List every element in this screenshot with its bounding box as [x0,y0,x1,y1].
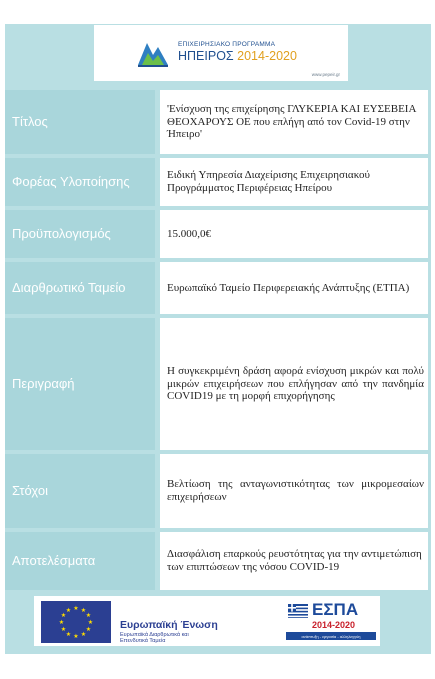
greek-flag-icon [288,604,308,618]
espa-years: 2014-2020 [312,620,356,630]
funding-footer [34,596,380,646]
row-budget [5,210,431,258]
row-value: Ειδική Υπηρεσία Διαχείρισης Επιχειρησιακού Προγράμματος Περιφέρειας Ηπείρου [160,158,428,206]
row-label: Στόχοι [5,454,155,528]
row-title [5,90,431,154]
programme-region [178,49,297,63]
svg-text:★: ★ [60,612,67,619]
row-label: Φορέας Υλοποίησης [5,158,155,206]
row-value: Η συγκεκριμένη δράση αφορά ενίσχυση μικρών και πολύ μικρών επιχειρήσεων που επλήγησαν από την πανδημία COVID19 με τη μορφή επιχορήγησης [160,318,428,450]
svg-text:★: ★ [80,631,87,638]
row-value: Διασφάλιση επαρκούς ρευστότητας για την αντιμετώπιση των επιπτώσεων της νόσου COVID-19 [160,532,428,590]
row-value: 'Ενίσχυση της επιχείρησης ΓΛΥΚΕΡΙΑ ΚΑΙ ΕΥΣΕΒΕΙΑ ΘΕΟΧΑΡΟΥΣ ΟΕ που επλήγη από τον Covid-19 στην Ήπειρο' [160,90,428,154]
programme-banner [94,25,348,81]
svg-text:★: ★ [85,612,92,619]
svg-text:★: ★ [65,631,72,638]
row-results [5,532,431,590]
row-objectives [5,454,431,528]
eu-flag-icon [41,601,111,643]
svg-text:★: ★ [87,619,94,626]
espa-word: ΕΣΠΑ [312,600,359,619]
row-description [5,318,431,450]
svg-text:★: ★ [65,607,72,614]
svg-text:★: ★ [73,605,79,612]
row-value: Ευρωπαϊκό Ταμείο Περιφερειακής Ανάπτυξης (ΕΤΠΑ) [160,262,428,314]
epirus-programme-logo-icon [136,35,170,69]
row-label: Προϋπολογισμός [5,210,155,258]
programme-website: www.pepeir.gr [311,72,340,77]
svg-text:★: ★ [80,607,87,614]
row-label: Περιγραφή [5,318,155,450]
row-label: Διαρθρωτικό Ταμείο [5,262,155,314]
svg-text:★: ★ [60,626,67,633]
svg-text:★: ★ [73,633,79,640]
espa-tagline: ανάπτυξη - εργασία - αλληλεγγύη [286,632,376,640]
row-implementing-body [5,158,431,206]
eu-subtitle: Ευρωπαϊκά Διαρθρωτικά και Επενδυτικά Ταμεία [120,632,189,645]
region-name: ΗΠΕΙΡΟΣ [178,49,234,63]
row-value: 15.000,0€ [160,210,428,258]
programme-label: ΕΠΙΧΕΙΡΗΣΙΑΚΟ ΠΡΟΓΡΑΜΜΑ [178,41,276,48]
row-label: Αποτελέσματα [5,532,155,590]
svg-text:★: ★ [85,626,92,633]
row-label: Τίτλος [5,90,155,154]
info-panel [5,24,431,654]
eu-title: Ευρωπαϊκή Ένωση [120,619,218,631]
row-value: Βελτίωση της ανταγωνιστικότητας των μικρομεσαίων επιχειρήσεων [160,454,428,528]
svg-text:★: ★ [58,619,65,626]
programme-years: 2014-2020 [237,49,297,63]
row-structural-fund [5,262,431,314]
espa-logo [286,600,376,643]
